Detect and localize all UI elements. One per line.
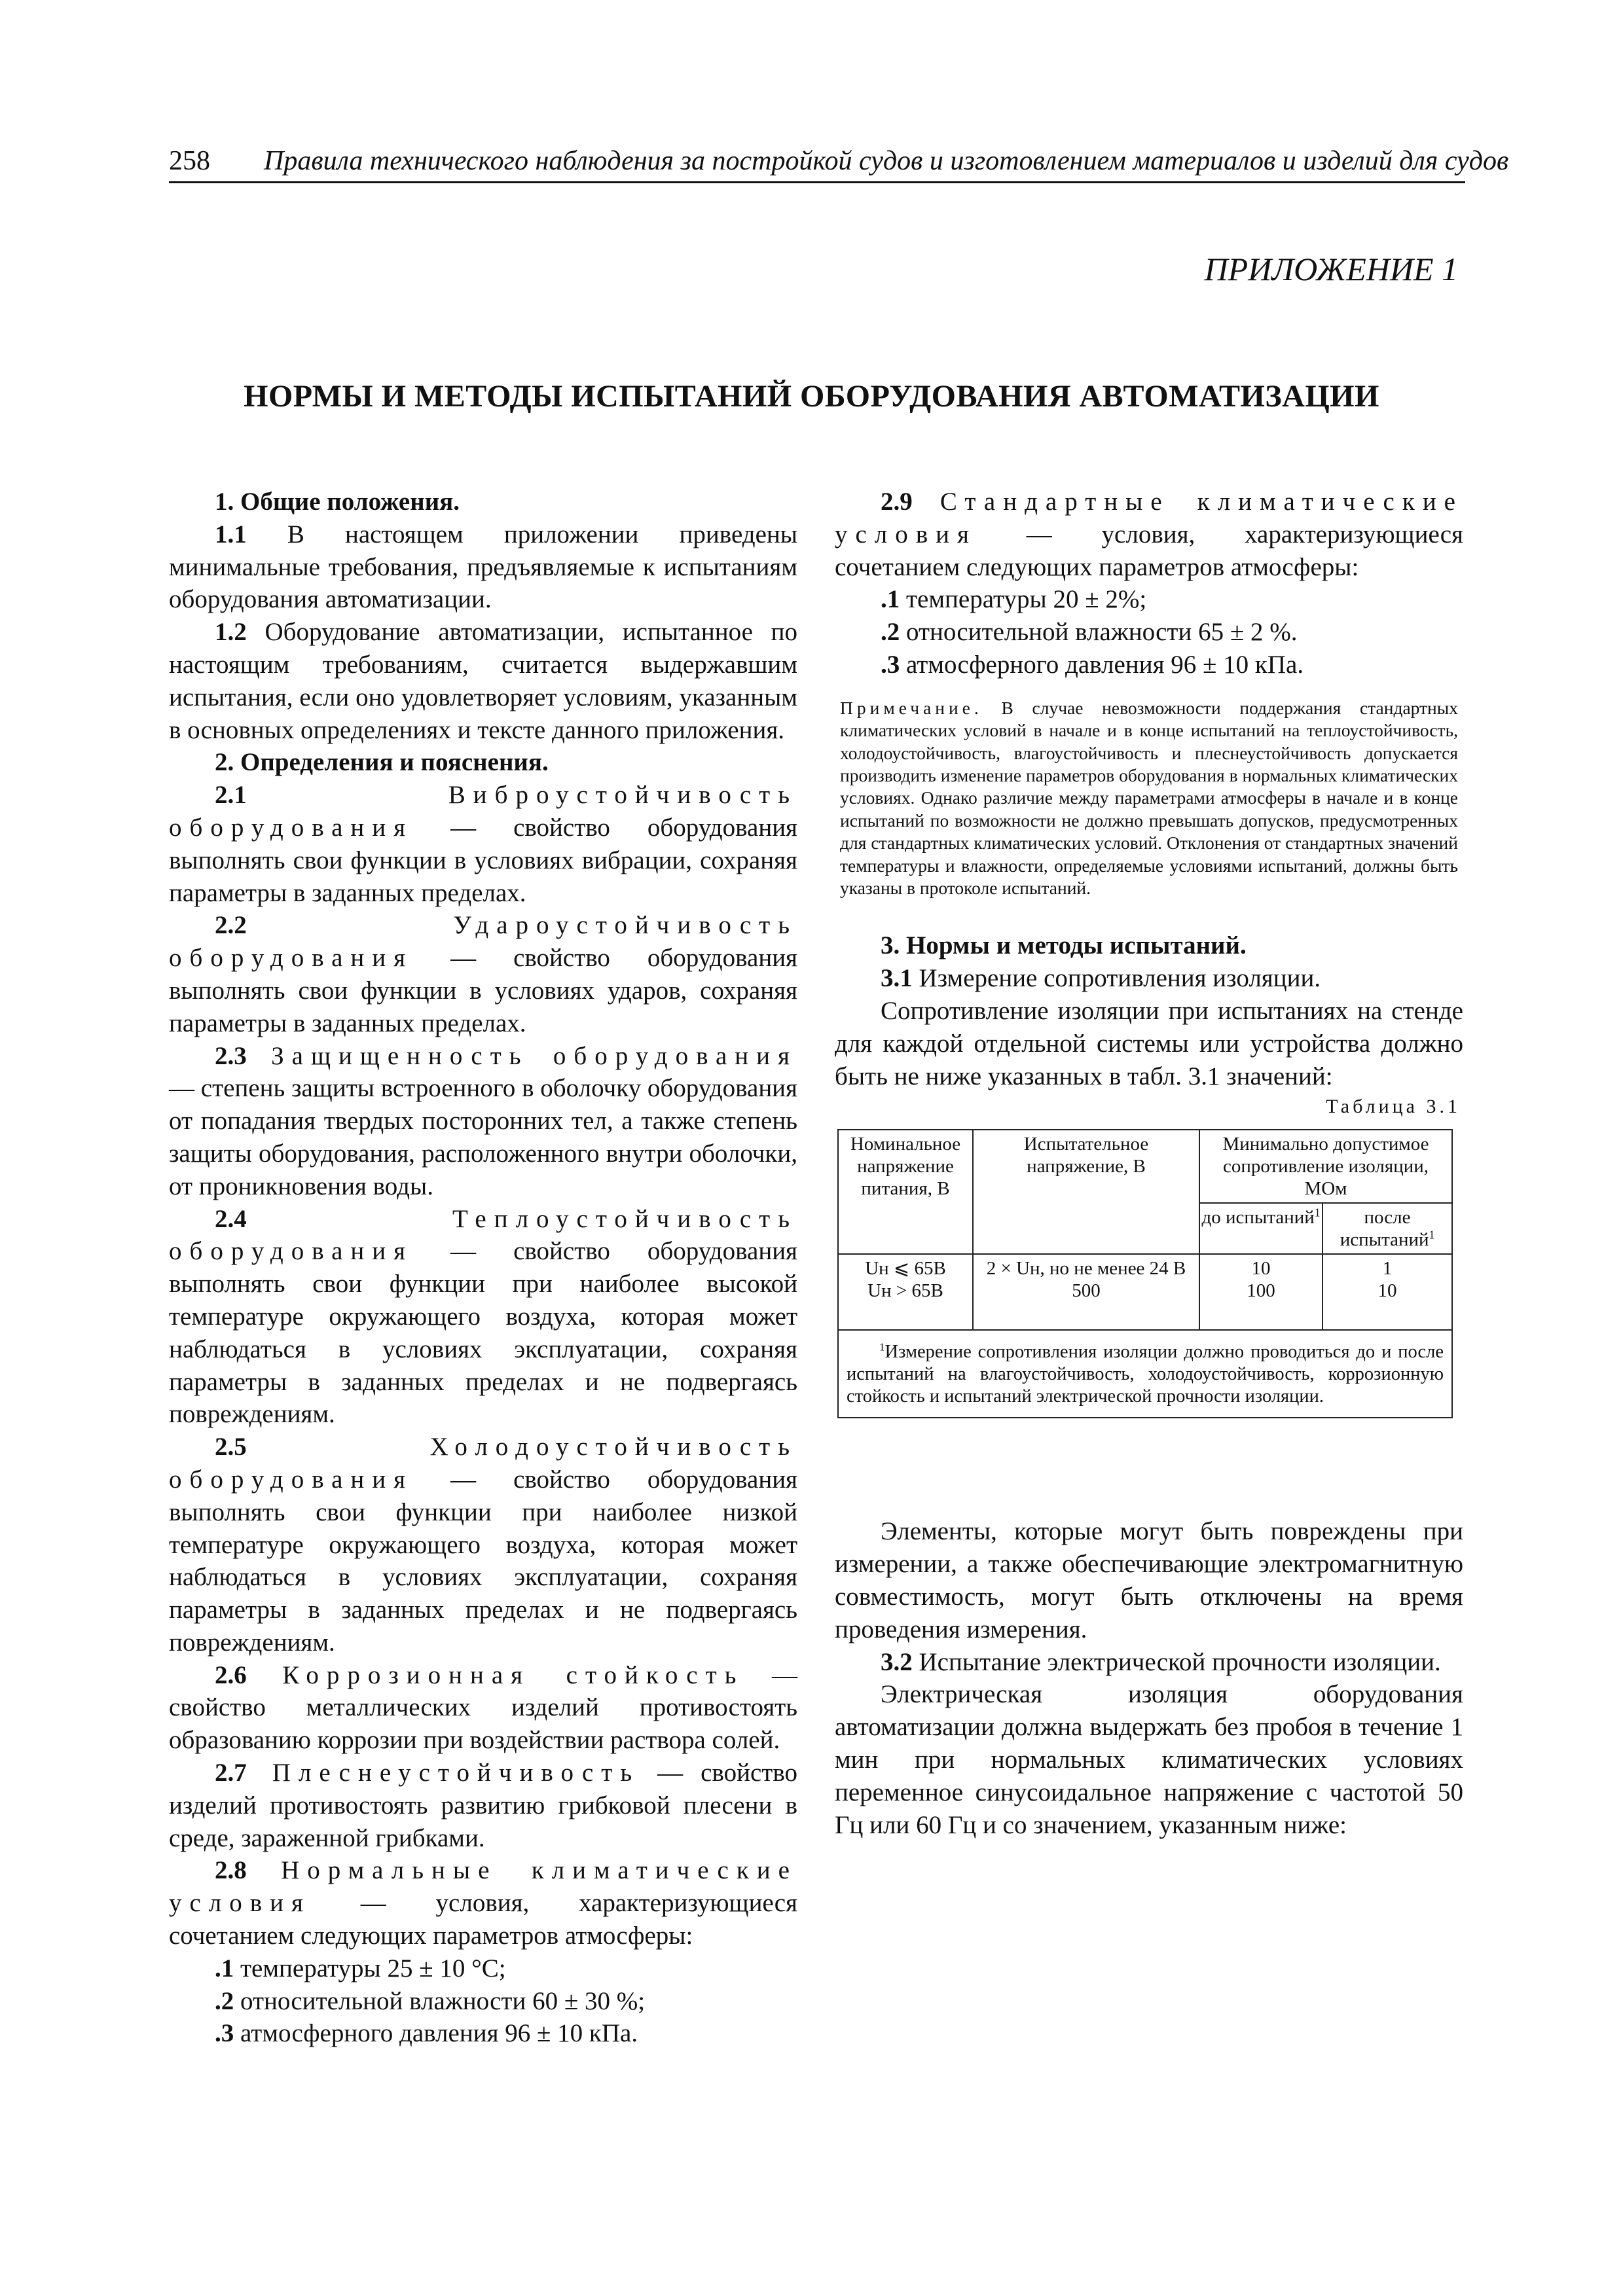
definition: 2.7 Плеснеустойчивость — свойство изделий противостоять развитию грибковой плесени в среде, зараженной грибками. xyxy=(169,1759,797,1852)
definition: 2.1 Виброустойчивость оборудования — свойство оборудования выполнять свои функции в условиях вибрации, сохраняя параметры в заданных пределах. xyxy=(169,781,797,907)
appendix-label: ПРИЛОЖЕНИЕ 1 xyxy=(1204,251,1458,287)
section-heading: 1. Общие положения. xyxy=(215,488,460,516)
table-cell: 1 10 xyxy=(1322,1254,1452,1330)
paragraph: 3.2 Испытание электрической прочности изоляции. xyxy=(881,1647,1441,1676)
paragraph: 3.1 Измерение сопротивления изоляции. xyxy=(881,964,1321,993)
definition: 2.3 Защищенность оборудования — степень защиты встроенного в оболочку оборудования от попадания твердых посторонних тел, а также степень защиты оборудования, расположенного внутри оболочки, от проникновения воды. xyxy=(169,1041,797,1200)
running-title: Правила технического наблюдения за постройкой судов и изготовлением материалов и изделий для судов xyxy=(264,146,1509,176)
list-item: .1 температуры 25 ± 10 °C; xyxy=(215,1954,506,1982)
note: Примечание. В случае невозможности поддержания стандартных климатических условий в начале и в конце испытаний на теплоустойчивость, холодоустойчивость, влагоустойчивость и плеснеустойчивость допускается производить изменение параметров оборудования в нормальных климатических условиях. Однако различие между параметрами атмосферы в начале и в конце испытаний по возможности не должно превышать допусков, предусмотренных для стандартных климатических условий. Отклонения от стандартных значений температуры и влажности, определяемые условиями испытаний, должны быть указаны в протоколе испытаний. xyxy=(840,697,1458,899)
table-cell: 2 × Uн, но не менее 24 В 500 xyxy=(973,1254,1199,1330)
list-item: .1 температуры 20 ± 2%; xyxy=(881,585,1147,614)
table-subheader: до испытаний$^1$ xyxy=(1199,1203,1322,1254)
insulation-table xyxy=(837,1129,1453,1418)
table-header: Минимально допустимое сопротивление изоляции, МОм xyxy=(1199,1130,1452,1203)
table-cell: Uн ⩽ 65В Uн > 65В xyxy=(838,1254,973,1330)
definition: 2.5 Холодоустойчивость оборудования — свойство оборудования выполнять свои функции при наиболее низкой температуре окружающего воздуха, которая может наблюдаться в условиях эксплуатации, сохраняя параметры в заданных пределах и не подвергаясь повреждениям. xyxy=(169,1433,797,1657)
table-header: Номинальное напряжение питания, В xyxy=(838,1130,973,1254)
paragraph: Элементы, которые могут быть повреждены при измерении, а также обеспечивающие электромагнитную совместимость, могут быть отключены на время проведения измерения. xyxy=(835,1517,1463,1643)
list-item: .2 относительной влажности 65 ± 2 %. xyxy=(881,618,1298,647)
paragraph: Сопротивление изоляции при испытаниях на стенде для каждой отдельной системы или устройства должно быть не ниже указанных в табл. 3.1 значений: xyxy=(835,997,1463,1090)
paragraph: 1.1 В настоящем приложении приведены минимальные требования, предъявляемые к испытаниям оборудования автоматизации. xyxy=(169,520,797,614)
left-column xyxy=(169,486,797,2050)
note-label: Примечание. xyxy=(840,697,983,718)
table-subheader: после испытаний$^1$ xyxy=(1322,1203,1452,1254)
section-heading: 2. Определения и пояснения. xyxy=(215,748,549,777)
paragraph: 1.2 Оборудование автоматизации, испытанное по настоящим требованиям, считается выдержавшим испытания, если оно удовлетворяет условиям, указанным в основных определениях и тексте данного приложения. xyxy=(169,618,797,744)
section-heading: 3. Нормы и методы испытаний. xyxy=(881,931,1247,960)
table-header: Испытательное напряжение, В xyxy=(973,1130,1199,1254)
right-column xyxy=(835,486,1463,1841)
table-cell: 10 100 xyxy=(1199,1254,1322,1330)
definition: 2.9 Стандартные климатические условия — условия, характеризующиеся сочетанием следующих параметров атмосферы: xyxy=(835,488,1463,581)
running-header xyxy=(169,146,1509,183)
table-caption: Таблица 3.1 xyxy=(1326,1096,1461,1118)
page-number: 258 xyxy=(169,146,210,176)
page-title: НОРМЫ И МЕТОДЫ ИСПЫТАНИЙ ОБОРУДОВАНИЯ АВТОМАТИЗАЦИИ xyxy=(244,379,1379,414)
definition: 2.8 Нормальные климатические условия — условия, характеризующиеся сочетанием следующих параметров атмосферы: xyxy=(169,1856,797,1950)
definition: 2.4 Теплоустойчивость оборудования — свойство оборудования выполнять свои функции при наиболее высокой температуре окружающего воздуха, которая может наблюдаться в условиях эксплуатации, сохраняя параметры в заданных пределах и не подвергаясь повреждениям. xyxy=(169,1204,797,1429)
list-item: .3 атмосферного давления 96 ± 10 кПа. xyxy=(215,2019,638,2048)
table-footnote: $^1$Измерение сопротивления изоляции должно проводиться до и после испытаний на влагоустойчивость, холодоустойчивость, коррозионную стойкость и испытаний электрической прочности изоляции. xyxy=(838,1330,1452,1418)
paragraph: Электрическая изоляция оборудования автоматизации должна выдержать без пробоя в течение 1 мин при нормальных климатических условиях переменное синусоидальное напряжение с частотой 50 Гц или 60 Гц и со значением, указанным ниже: xyxy=(835,1680,1463,1839)
list-item: .2 относительной влажности 60 ± 30 %; xyxy=(215,1986,646,2015)
definition: 2.6 Коррозионная стойкость — свойство металлических изделий противостоять образованию коррозии при воздействии раствора солей. xyxy=(169,1660,797,1755)
definition: 2.2 Удароустойчивость оборудования — свойство оборудования выполнять свои функции в условиях ударов, сохраняя параметры в заданных пределах. xyxy=(169,911,797,1037)
list-item: .3 атмосферного давления 96 ± 10 кПа. xyxy=(881,650,1304,679)
